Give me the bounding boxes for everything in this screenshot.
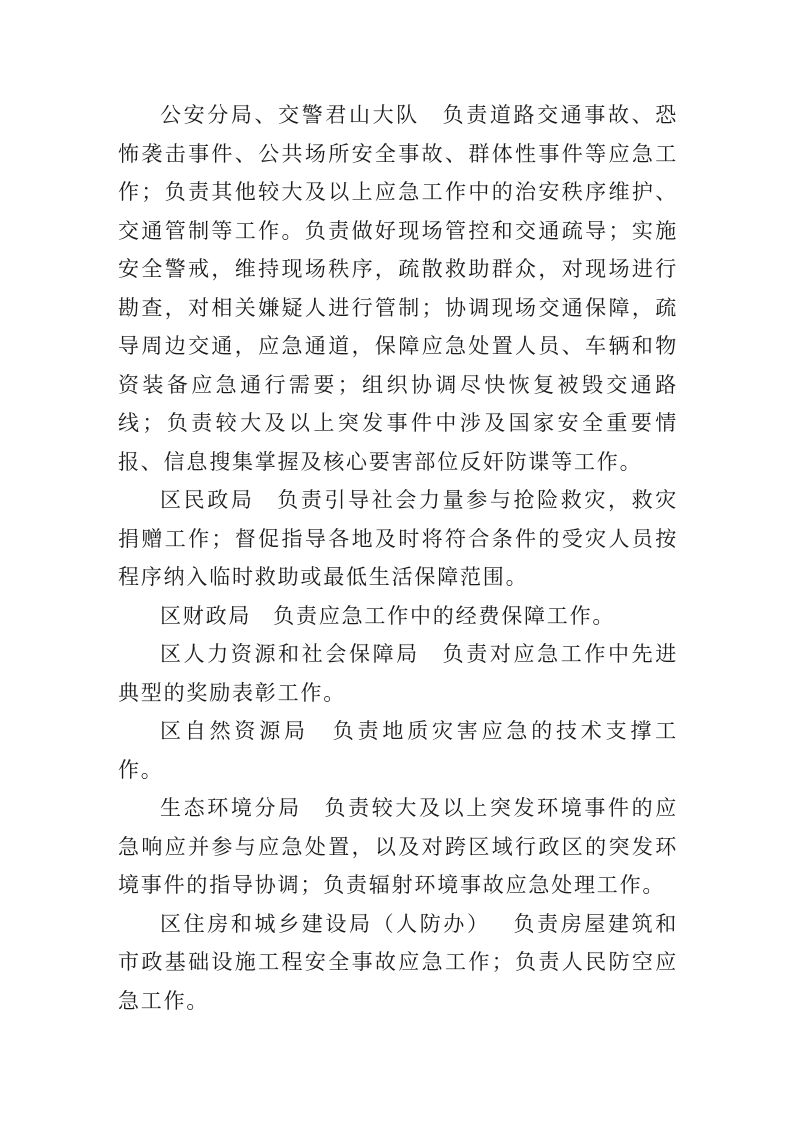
paragraph-human-resources <box>118 635 678 712</box>
department-duties: 负责对应急工作中先进典型的奖励表彰工作。 <box>118 642 678 705</box>
department-duties: 负责房屋建筑和市政基础设施工程安全事故应急工作；负责人民防空应急工作。 <box>118 911 679 1013</box>
department-name: 生态环境分局 <box>160 796 302 820</box>
department-duties: 负责地质灾害应急的技术支撑工作。 <box>118 719 678 782</box>
paragraph-civil-affairs <box>118 481 678 597</box>
paragraph-public-security <box>118 96 678 481</box>
department-duties: 负责引导社会力量参与抢险救灾，救灾捐赠工作；督促指导各地及时将符合条件的受灾人员按程序纳入临时救助或最低生活保障范围。 <box>118 488 678 589</box>
department-name: 区民政局 <box>160 488 255 512</box>
department-duties: 负责道路交通事故、恐怖袭击事件、公共场所安全事故、群体性事件等应急工作；负责其他较大及以上应急工作中的治安秩序维护、交通管制等工作。负责做好现场管控和交通疏导；实施安全警戒，维持现场秩序，疏散救助群众，对现场进行勘查，对相关嫌疑人进行管制；协调现场交通保障，疏导周边交通，应急通道，保障应急处置人员、车辆和物资装备应急通行需要；组织协调尽快恢复被毁交通路线；负责较大及以上突发事件中涉及国家安全重要情报、信息搜集掌握及核心要害部位反奸防谍等工作。 <box>118 103 678 474</box>
paragraph-natural-resources <box>118 712 678 789</box>
department-duties: 负责较大及以上突发环境事件的应急响应并参与应急处置，以及对跨区域行政区的突发环境事件的指导协调；负责辐射环境事故应急处理工作。 <box>118 796 678 897</box>
department-duties: 负责应急工作中的经费保障工作。 <box>273 603 616 628</box>
paragraph-housing-construction <box>118 905 678 1021</box>
paragraph-ecology-environment <box>118 789 678 905</box>
department-name: 公安分局、交警君山大队 <box>160 103 420 127</box>
department-name: 区自然资源局 <box>160 719 309 743</box>
department-name: 区人力资源和社会保障局 <box>160 642 420 666</box>
document-body <box>118 96 678 1020</box>
department-name: 区财政局 <box>160 603 252 628</box>
paragraph-finance <box>118 597 678 636</box>
department-name: 区住房和城乡建设局（人防办） <box>160 911 491 936</box>
